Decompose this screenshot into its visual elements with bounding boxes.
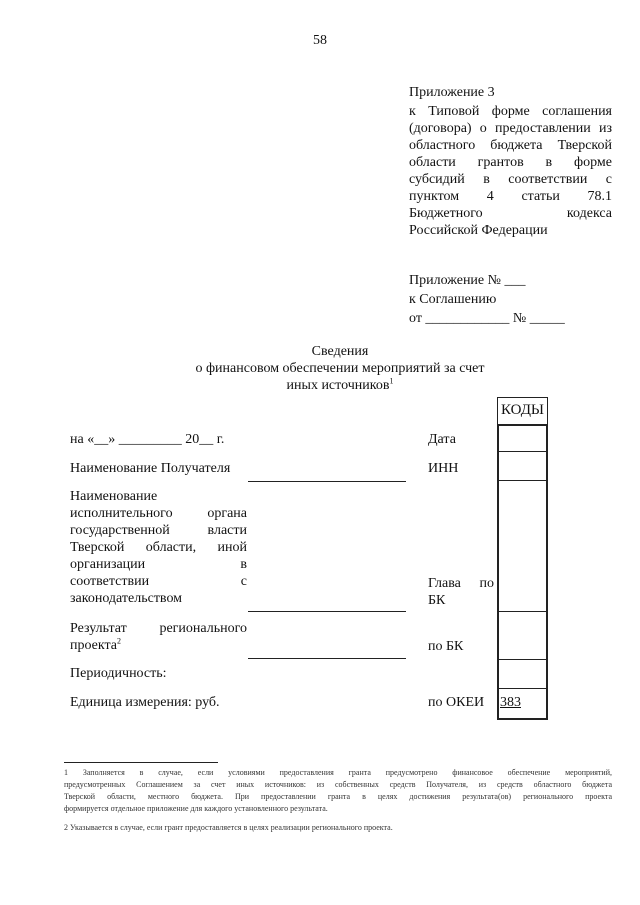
project-line1: Результат регионального	[70, 621, 247, 636]
codes-header: КОДЫ	[500, 402, 545, 418]
authority-line: соответствии с	[70, 574, 247, 589]
document-heading	[0, 343, 640, 394]
recipient-underline[interactable]	[248, 481, 406, 482]
code-cell-divider	[497, 451, 548, 452]
appendix-line: субсидий в соответствии с	[409, 172, 612, 187]
attachment-block	[409, 272, 612, 327]
inn-label: ИНН	[428, 461, 459, 476]
authority-label	[70, 488, 247, 607]
footnote-1-line: 1 Заполняется в случае, если условиями предоставления гранта предусмотрено финансовое обеспечение мероприятий,	[64, 768, 612, 777]
authority-line: Наименование	[70, 489, 158, 504]
heading-line1: Сведения	[311, 344, 369, 359]
appendix-line: (договора) о предоставлении из	[409, 121, 612, 136]
okei-code-value: 383	[500, 695, 521, 710]
code-cell-divider	[497, 480, 548, 481]
page-number: 58	[313, 33, 327, 48]
code-cell-divider	[497, 611, 548, 612]
budget-chapter-line2: БК	[428, 593, 446, 608]
budget-chapter-line1: Глава по	[428, 576, 494, 591]
project-line2: проекта$^2$	[70, 636, 121, 653]
code-cell-divider	[497, 688, 548, 689]
attachment-line2: к Соглашению	[409, 292, 497, 307]
recipient-label: Наименование Получателя	[70, 461, 231, 476]
date-field[interactable]: на «__» _________ 20__ г.	[70, 432, 225, 447]
periodicity-label: Периодичность:	[70, 666, 167, 681]
appendix-title: Приложение 3	[409, 85, 495, 100]
footnote-mark: 1	[389, 376, 394, 386]
footnote-2: 2 Указывается в случае, если грант предоставляется в целях реализации регионального проекта.	[64, 823, 393, 832]
unit-label: Единица измерения: руб.	[70, 695, 220, 710]
appendix-line: к Типовой форме соглашения	[409, 104, 612, 119]
footnote-1-last: формируется отдельное приложение для каждого установленного результата.	[64, 804, 328, 813]
authority-line: государственной власти	[70, 523, 247, 538]
footnote-1-line: предусмотренных Соглашением за счет иных источников: из собственных средств Получателя, из средств областного бюджета	[64, 780, 612, 789]
authority-line: исполнительного органа	[70, 506, 247, 521]
footnote-separator	[64, 762, 218, 763]
authority-underline[interactable]	[248, 611, 406, 612]
project-label	[70, 620, 247, 654]
appendix-line: Бюджетного кодекса	[409, 206, 612, 221]
codes-column	[497, 424, 548, 720]
heading-line3: иных источников$^1$	[286, 376, 394, 393]
project-underline[interactable]	[248, 658, 406, 659]
heading-line2: о финансовом обеспечении мероприятий за счет	[195, 361, 485, 376]
code-cell-divider	[497, 659, 548, 660]
authority-line: Тверской области, иной	[70, 540, 247, 555]
authority-last-line: законодательством	[70, 591, 183, 606]
okei-label: по ОКЕИ	[428, 695, 485, 710]
appendix-last-line: Российской Федерации	[409, 223, 548, 238]
appendix-line: областного бюджета Тверской	[409, 138, 612, 153]
footnote-mark: 2	[117, 636, 121, 646]
footnote-1-line: Тверской области, местного бюджета. При предоставлении гранта в целях достижения результата(ов) регионального проекта	[64, 792, 612, 801]
appendix-block	[409, 84, 612, 239]
authority-line: организации в	[70, 557, 247, 572]
date-code-label: Дата	[428, 432, 456, 447]
attachment-line1: Приложение № ___	[409, 273, 526, 288]
project-code-label: по БК	[428, 639, 464, 654]
budget-chapter-label	[428, 575, 494, 609]
footnote-1	[64, 767, 612, 815]
attachment-line3: от ____________ № _____	[409, 311, 565, 326]
appendix-line: области грантов в форме	[409, 155, 612, 170]
appendix-line: пунктом 4 статьи 78.1	[409, 189, 612, 204]
